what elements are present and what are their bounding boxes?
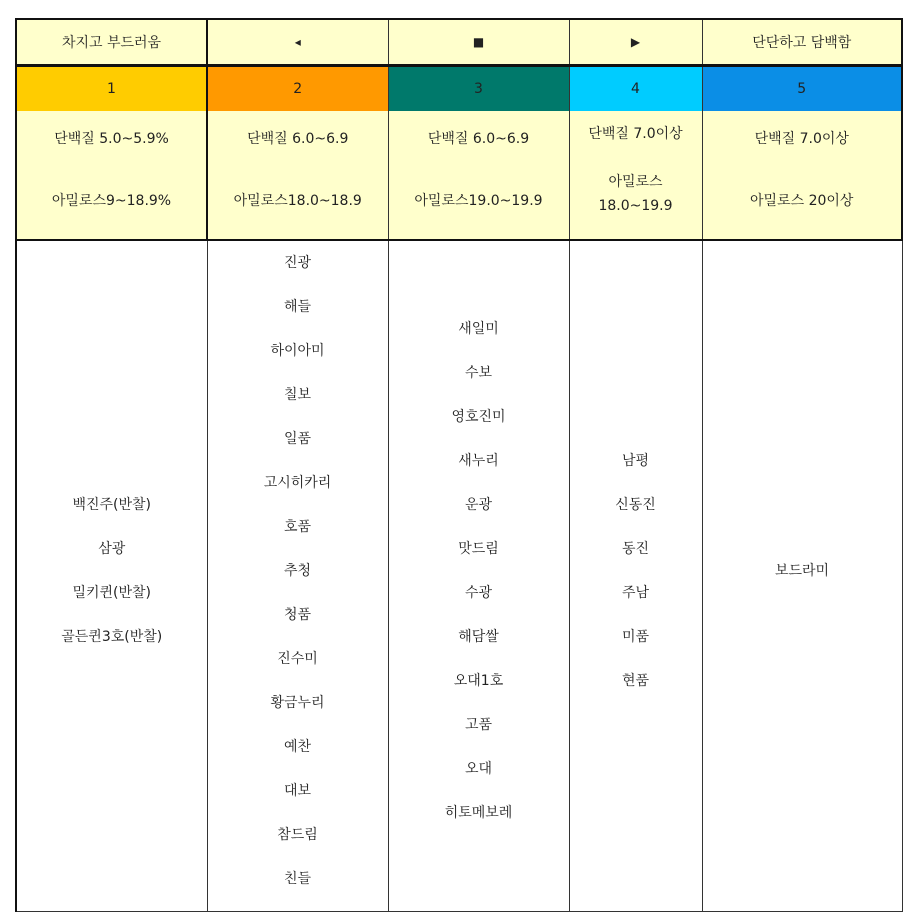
protein-text: 단백질 6.0~6.9 xyxy=(427,131,530,147)
variety-item: 백진주(반찰) xyxy=(72,497,152,513)
variety-item: 추청 xyxy=(283,563,312,579)
variety-item: 운광 xyxy=(464,497,493,513)
variety-item: 대보 xyxy=(283,783,312,799)
variety-item: 오대1호 xyxy=(453,673,504,689)
variety-item: 수보 xyxy=(464,365,493,381)
variety-item: 황금누리 xyxy=(270,695,325,711)
variety-item: 현품 xyxy=(621,673,650,689)
sticky-soft-label: 차지고 부드러움 xyxy=(16,19,207,66)
square-icon: ■ xyxy=(472,35,485,49)
variety-item: 남평 xyxy=(621,453,650,469)
protein-text: 단백질 5.0~5.9% xyxy=(54,131,169,147)
grade-5-cell: 5 xyxy=(702,66,902,112)
variety-item: 수광 xyxy=(464,585,493,601)
variety-item: 골든퀸3호(반찰) xyxy=(61,629,163,645)
firm-plain-label: 단단하고 담백함 xyxy=(702,19,902,66)
grade-5-description xyxy=(702,111,902,240)
header-row xyxy=(16,19,902,66)
variety-item: 동진 xyxy=(621,541,650,557)
triangle-left-icon: ◂ xyxy=(294,35,301,49)
variety-item: 친들 xyxy=(283,871,312,887)
variety-item: 청품 xyxy=(283,607,312,623)
variety-item: 히토메보레 xyxy=(444,805,513,821)
variety-item: 미품 xyxy=(621,629,650,645)
protein-text: 단백질 7.0이상 xyxy=(588,126,683,142)
grade-3-cell: 3 xyxy=(388,66,569,112)
header-cell-stop xyxy=(388,19,569,66)
header-cell-prev xyxy=(207,19,388,66)
amylose-text-line2: 18.0~19.9 xyxy=(598,198,673,214)
variety-item: 호품 xyxy=(283,519,312,535)
amylose-text: 아밀로스19.0~19.9 xyxy=(414,193,543,209)
grade-4-cell: 4 xyxy=(569,66,702,112)
header-cell-next xyxy=(569,19,702,66)
variety-item: 진광 xyxy=(283,255,312,271)
amylose-text: 아밀로스18.0~18.9 xyxy=(233,193,362,209)
rice-grade-table xyxy=(15,18,903,912)
variety-item: 밀키퀸(반찰) xyxy=(72,585,152,601)
grade-1-varieties xyxy=(16,240,207,912)
variety-item: 주남 xyxy=(621,585,650,601)
grade-3-description xyxy=(388,111,569,240)
grade-1-description xyxy=(16,111,207,240)
variety-item: 일품 xyxy=(283,431,312,447)
amylose-text-line1: 아밀로스 xyxy=(608,174,663,190)
variety-item: 영호진미 xyxy=(451,409,506,425)
grade-2-description xyxy=(207,111,388,240)
grade-2-varieties xyxy=(207,240,388,912)
variety-row xyxy=(16,240,902,912)
grade-5-varieties xyxy=(702,240,902,912)
grade-2-cell: 2 xyxy=(207,66,388,112)
protein-text: 단백질 7.0이상 xyxy=(754,131,849,147)
grade-1-cell: 1 xyxy=(16,66,207,112)
variety-item: 고시히카리 xyxy=(263,475,332,491)
grade-4-varieties xyxy=(569,240,702,912)
triangle-right-icon: ▶ xyxy=(630,35,641,49)
variety-item: 신동진 xyxy=(615,497,656,513)
variety-item: 참드림 xyxy=(277,827,318,843)
variety-item: 하이아미 xyxy=(270,343,325,359)
variety-item: 오대 xyxy=(464,761,493,777)
variety-item: 맛드림 xyxy=(458,541,499,557)
variety-item: 삼광 xyxy=(98,541,126,557)
variety-item: 칠보 xyxy=(283,387,312,403)
grade-4-description xyxy=(569,111,702,240)
description-row xyxy=(16,111,902,240)
amylose-text: 아밀로스9~18.9% xyxy=(51,193,172,209)
grade-3-varieties xyxy=(388,240,569,912)
grade-row xyxy=(16,66,902,112)
amylose-text: 아밀로스 20이상 xyxy=(750,193,854,209)
variety-item: 보드라미 xyxy=(774,563,830,579)
variety-item: 고품 xyxy=(464,717,493,733)
variety-item: 해담쌀 xyxy=(458,629,499,645)
variety-item: 새누리 xyxy=(458,453,499,469)
variety-item: 새일미 xyxy=(458,321,499,337)
protein-text: 단백질 6.0~6.9 xyxy=(247,131,349,147)
variety-item: 예찬 xyxy=(283,739,312,755)
variety-item: 해들 xyxy=(283,299,312,315)
variety-item: 진수미 xyxy=(277,651,318,667)
